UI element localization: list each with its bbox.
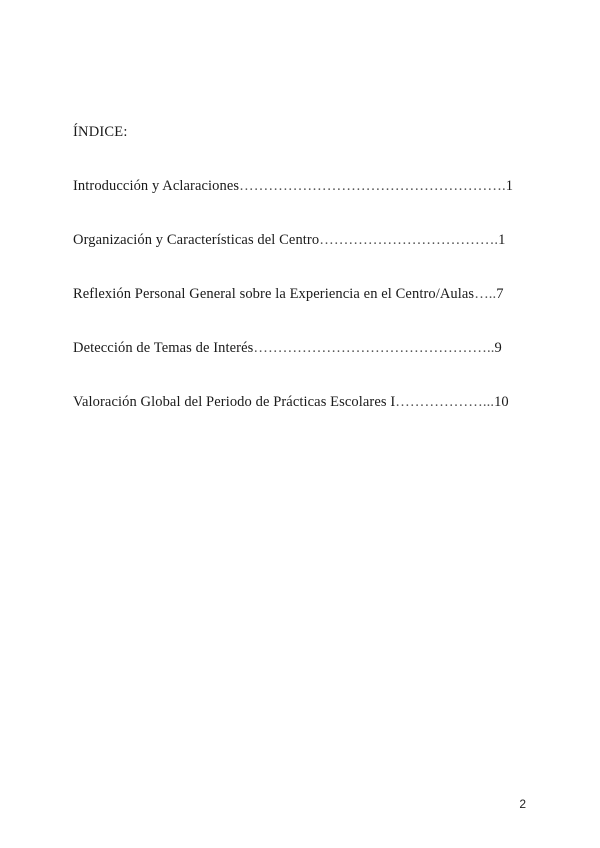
toc-entry-page: 1 (505, 178, 514, 194)
toc-entry-page: 9 (494, 340, 502, 356)
toc-entry-title: Organización y Características del Centro (73, 232, 320, 248)
toc-entry-title: Introducción y Aclaraciones (73, 178, 240, 194)
toc-entry-title: Valoración Global del Periodo de Prácticas Escolares I (73, 394, 396, 410)
toc-entry-leader: ………………………………. (319, 232, 499, 248)
toc-entry-introduccion[interactable] (73, 176, 523, 230)
toc-entry-leader: ………………………………………………. (239, 178, 506, 194)
toc-entry-page: 7 (496, 286, 504, 302)
toc-entry-title: Reflexión Personal General sobre la Experiencia en el Centro/Aulas (73, 286, 475, 302)
toc-entry-organizacion[interactable] (73, 230, 523, 284)
toc-entry-deteccion[interactable] (73, 338, 523, 392)
toc-heading: ÍNDICE: (73, 124, 128, 140)
table-of-contents (73, 176, 523, 446)
toc-entry-valoracion[interactable] (73, 392, 523, 446)
toc-entry-reflexion[interactable] (73, 284, 523, 338)
toc-entry-page: 1 (498, 232, 506, 248)
toc-entry-page: 10 (494, 394, 509, 410)
toc-entry-leader: ….. (474, 286, 497, 302)
toc-entry-leader: ………………... (395, 394, 495, 410)
page-number: 2 (519, 797, 526, 811)
toc-entry-title: Detección de Temas de Interés (73, 340, 254, 356)
toc-entry-leader: ………………………………………….. (253, 340, 495, 356)
